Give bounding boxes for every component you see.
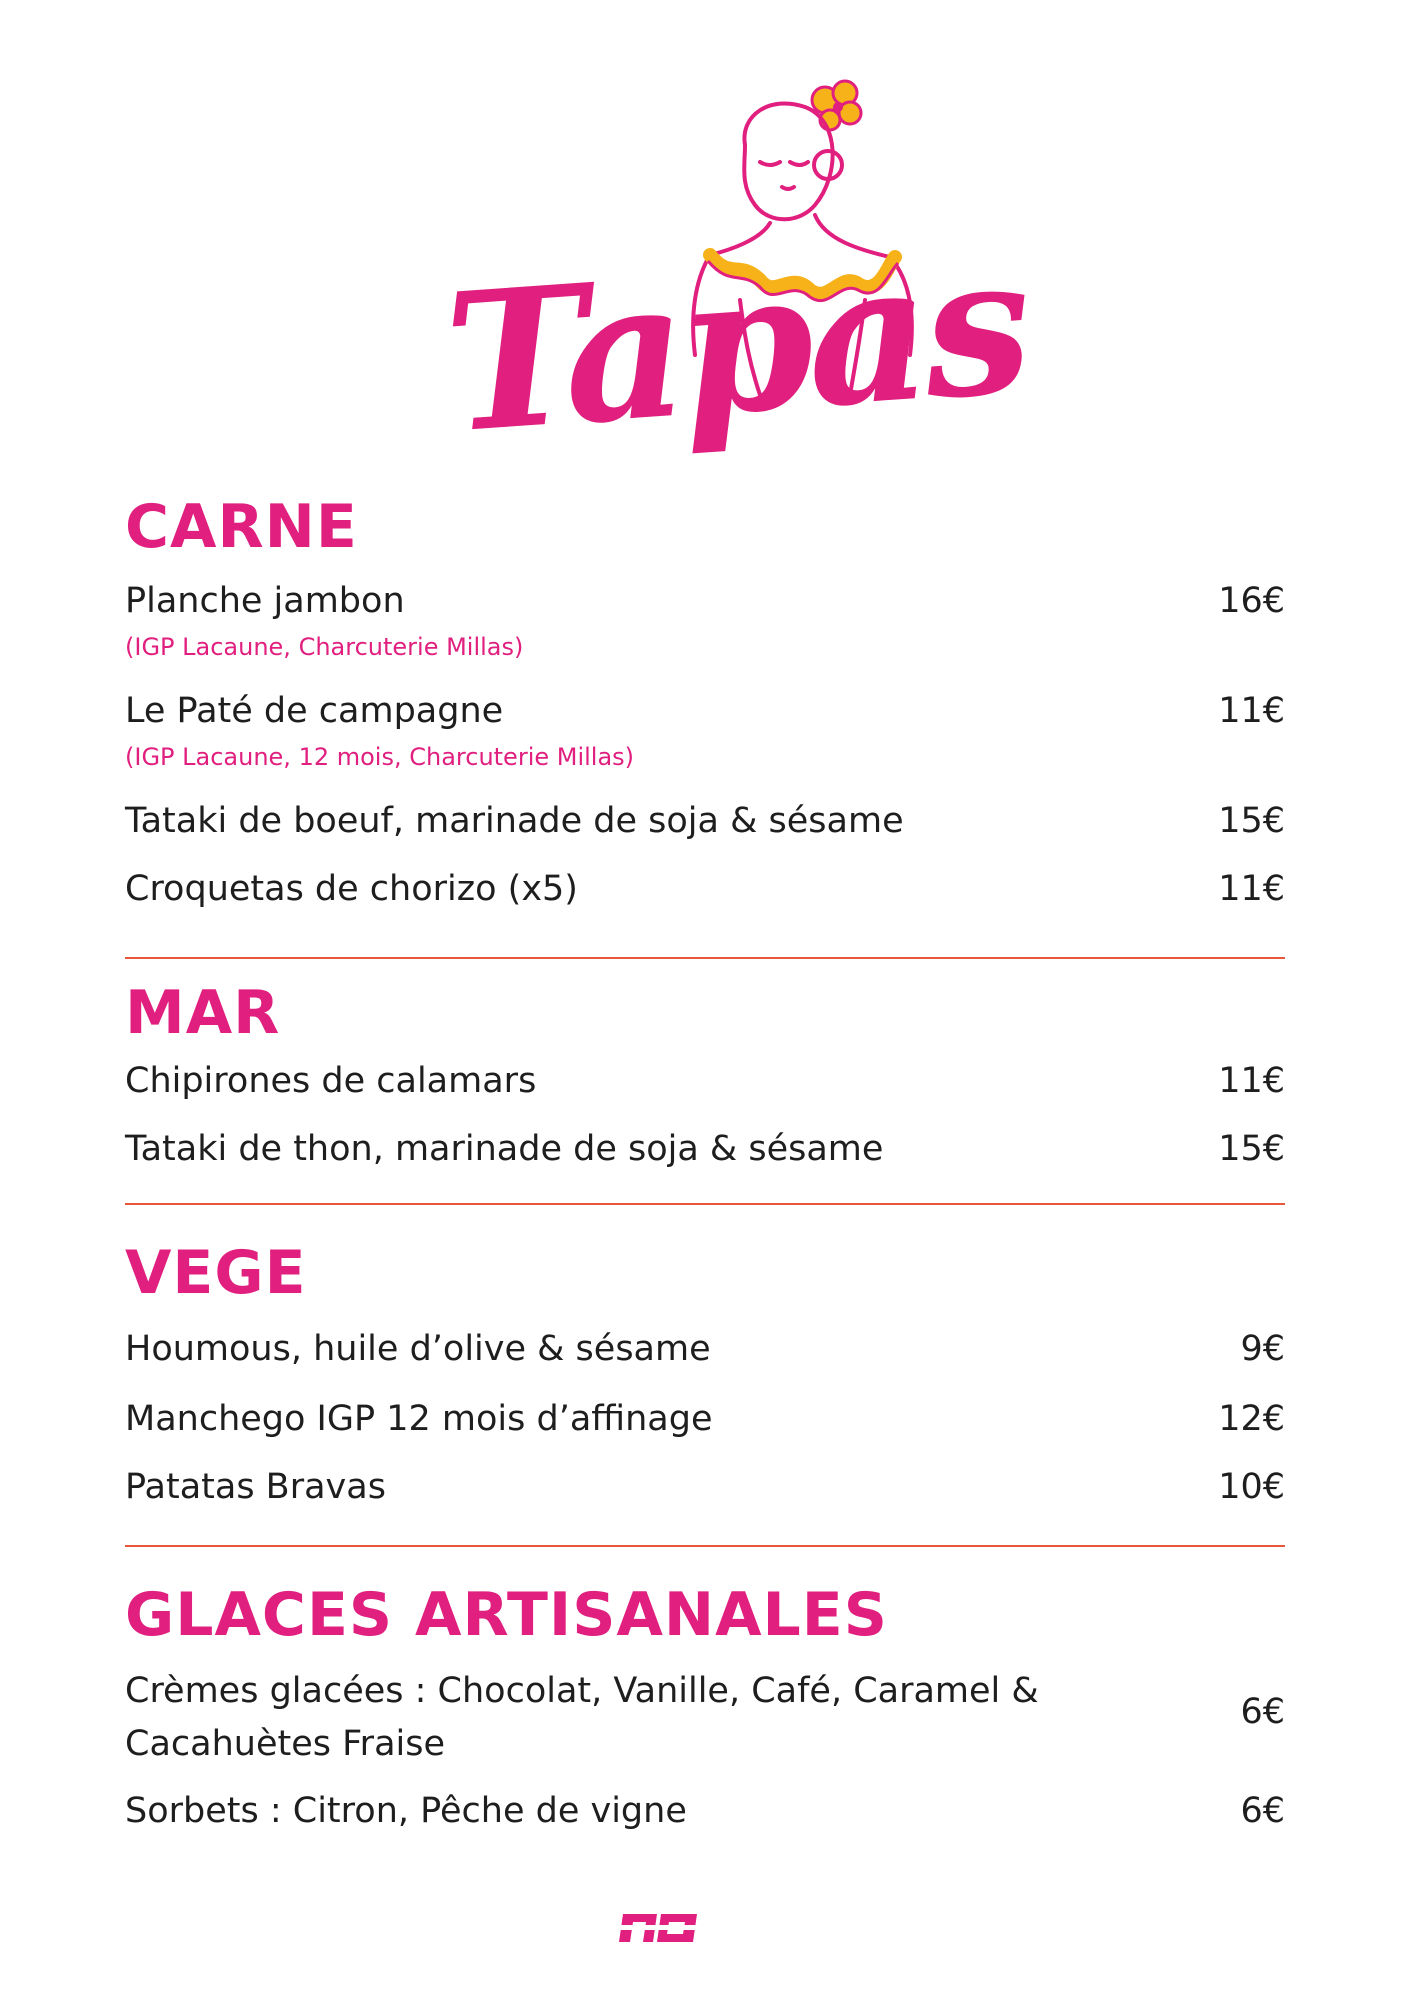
section-title-carne: CARNE xyxy=(125,492,358,562)
item-name: Manchego IGP 12 mois d’affinage xyxy=(125,1399,713,1439)
item-name: Houmous, huile d’olive & sésame xyxy=(125,1329,711,1369)
item-price: 15€ xyxy=(1218,801,1285,841)
item-price: 11€ xyxy=(1218,869,1285,909)
item-note: (IGP Lacaune, 12 mois, Charcuterie Millas) xyxy=(125,743,635,771)
item-name: Le Paté de campagne xyxy=(125,691,504,731)
item-name: Patatas Bravas xyxy=(125,1467,386,1507)
item-name: Chipirones de calamars xyxy=(125,1061,537,1101)
item-price: 15€ xyxy=(1218,1129,1285,1169)
section-divider xyxy=(125,1545,1285,1547)
item-price: 6€ xyxy=(1240,1791,1285,1831)
logo-wordmark: Tapas xyxy=(438,212,1033,476)
item-price: 9€ xyxy=(1240,1329,1285,1369)
item-price: 10€ xyxy=(1218,1467,1285,1507)
section-title-vege: VEGE xyxy=(125,1238,307,1308)
item-name: Crèmes glacées : Chocolat, Vanille, Café, Caramel & Cacahuètes Fraise xyxy=(125,1671,1039,1764)
item-name: Tataki de boeuf, marinade de soja & sésame xyxy=(125,801,904,841)
tapas-logo xyxy=(410,65,1033,555)
item-name: Sorbets : Citron, Pêche de vigne xyxy=(125,1791,687,1831)
item-name: Tataki de thon, marinade de soja & sésame xyxy=(125,1129,884,1169)
item-note: (IGP Lacaune, Charcuterie Millas) xyxy=(125,633,524,661)
item-price: 12€ xyxy=(1218,1399,1285,1439)
brand-logo-icon xyxy=(617,1910,699,1946)
item-price: 6€ xyxy=(1240,1692,1285,1732)
item-price: 11€ xyxy=(1218,1061,1285,1101)
item-name: Croquetas de chorizo (x5) xyxy=(125,869,578,909)
section-divider xyxy=(125,957,1285,959)
item-name: Planche jambon xyxy=(125,581,405,621)
item-price: 16€ xyxy=(1218,581,1285,621)
section-title-mar: MAR xyxy=(125,978,281,1048)
section-title-glaces: GLACES ARTISANALES xyxy=(125,1580,888,1650)
item-price: 11€ xyxy=(1218,691,1285,731)
section-divider xyxy=(125,1203,1285,1205)
